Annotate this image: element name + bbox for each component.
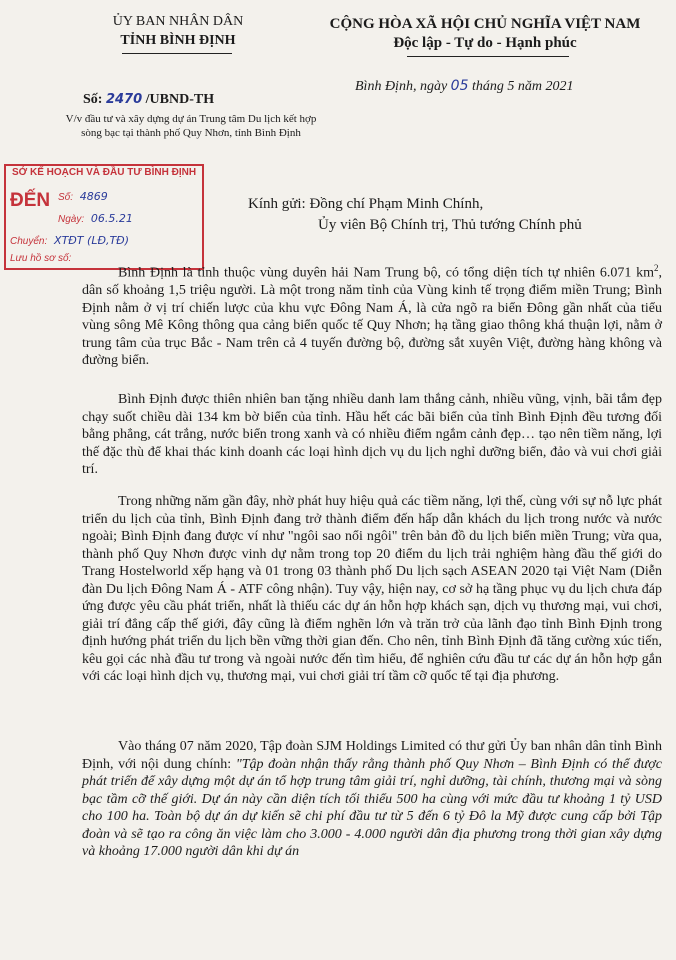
recipient-line-2: Ủy viên Bộ Chính trị, Thủ tướng Chính phủ	[318, 217, 582, 233]
date-suffix: tháng 5 năm 2021	[471, 79, 574, 94]
stamp-chuyen-row	[10, 234, 129, 247]
stamp-ngay-row	[58, 212, 133, 225]
recipient-line-1: Kính gửi: Đồng chí Phạm Minh Chính,	[248, 196, 484, 212]
body-paragraph-3: Trong những năm gần đây, nhờ phát huy hiệu quả các tiềm năng, lợi thế, cùng với sự nỗ lực phát triển du lịch của tỉnh, Bình Định đang trở thành điểm đến hấp dẫn khách du lịch trong nước và nước ngoài; Bình Định đang được ví như "ngôi sao nổi ngôi" trên bản đồ du lịch biển miền Trung; vừa qua, thành phố Quy Nhơn được vinh dự nằm trong top 20 điểm du lịch trải nghiệm hàng đầu thế giới do Trang Hostelworld xếp hạng và 01 trong 03 thành phố Du lịch sạch ASEAN 2020 tại Việt Nam (Diễn đàn Du lịch Đông Nam Á - ATF công nhận). Tuy vậy, hiện nay, cơ sở hạ tầng phục vụ du lịch chưa đáp ứng được yêu cầu phát triển, nhất là thiếu các dự án hỗn hợp khách sạn, dịch vụ thương mại, vui chơi, giải trí đẳng cấp thế giới, đây cũng là điểm nghẽn lớn và trăn trở của lãnh đạo tỉnh Bình Định trong định hướng phát triển du lịch bền vững thời gian đến. Cho nên, tỉnh Bình Định đã tăng cường xúc tiến, kêu gọi các nhà đầu tư trong và ngoài nước đến tìm hiểu, để nghiên cứu đầu tư các dự án hỗn hợp gắn với các loại hình dịch vụ, thương mại, vui chơi giải trí tầm cỡ quốc tế tại địa phương.	[82, 494, 662, 684]
national-title: CỘNG HÒA XÃ HỘI CHỦ NGHĨA VIỆT NAM	[329, 16, 641, 32]
stamp-luu-label: Lưu hồ sơ số:	[10, 253, 72, 264]
stamp-ngay-value: 06.5.21	[90, 212, 133, 225]
document-date	[355, 78, 573, 95]
paragraph-1-text-a: Bình Định là tỉnh thuộc vùng duyên hải Nam Trung bộ, có tổng diện tích tự nhiên 6.071 km	[118, 265, 654, 281]
date-prefix: Bình Định, ngày	[355, 79, 448, 94]
body-paragraph-2: Bình Định được thiên nhiên ban tặng nhiều danh lam thắng cảnh, nhiều vũng, vịnh, bãi tắm đẹp chạy suốt chiều dài 134 km bờ biển của tỉnh. Hầu hết các bãi biển của tỉnh Bình Định đều tương đối bằng phẳng, cát trắng, nước biển trong xanh và có nhiều điểm ngắm cảnh đẹp… tạo nên tiềm năng, lợi thế đặc thù để khai thác kinh doanh các loại hình dịch vụ du lịch nghỉ dưỡng biển, đảo và vui chơi giải trí.	[82, 392, 662, 477]
stamp-luu-row	[10, 253, 71, 264]
stamp-heading: SỞ KẾ HOẠCH VÀ ĐẦU TƯ BÌNH ĐỊNH	[12, 167, 197, 178]
body-paragraph-1	[82, 260, 662, 370]
issuing-authority: ỦY BAN NHÂN DÂN	[112, 14, 244, 29]
doc-number-handwritten: 2470	[105, 92, 143, 107]
doc-number-prefix: Số:	[83, 92, 103, 107]
header-divider-right	[407, 56, 569, 57]
doc-number-suffix: /UBND-TH	[145, 92, 215, 107]
document-number	[83, 92, 214, 108]
stamp-chuyen-label: Chuyển:	[10, 236, 48, 247]
stamp-chuyen-value: XTĐT (LĐ,TĐ)	[54, 234, 130, 247]
paragraph-1-text-b: , dân số khoảng 1,5 triệu người. Là một trong năm tỉnh của Vùng kinh tế trọng điểm miền Trung; Bình Định nằm ở vị trí chiến lược của khu vực Đông Nam Á, là cửa ngõ ra biển Đông gần nhất của tiểu vùng sông Mê Kông thông qua cảng biển quốc tế Quy Nhơn; hạ tầng giao thông khá thuận lợi, nằm ở trung tâm của trục Bắc - Nam trên cả 4 tuyến đường bộ, đường sắt xuyên Việt, đường hàng không và đường biển.	[82, 265, 662, 369]
stamp-so-row	[58, 190, 108, 203]
stamp-ngay-label: Ngày:	[58, 214, 85, 225]
reception-stamp	[4, 164, 204, 270]
stamp-so-value: 4869	[79, 190, 108, 203]
body-paragraph-4	[82, 738, 662, 861]
stamp-den-label: ĐẾN	[10, 190, 51, 211]
date-day-handwritten: 05	[450, 78, 469, 94]
national-motto: Độc lập - Tự do - Hạnh phúc	[393, 35, 577, 51]
paragraph-1-superscript: 2	[654, 263, 659, 273]
header-divider-left	[122, 53, 232, 54]
paragraph-4-quote: "Tập đoàn nhận thấy rằng thành phố Quy Nhơn – Bình Định có thể được phát triển để xây dựng một dự án tổ hợp trung tâm giải trí, nghỉ dưỡng, tài chính, thương mại và sòng bạc tầm cỡ thế giới. Dự án này cần diện tích tối thiểu 500 ha cùng với mức đầu tư khoảng 1 tỷ USD cho 100 ha. Toàn bộ dự án dự kiến sẽ chi phí đầu tư từ 5 đến 6 tỷ Đô la Mỹ được cung cấp bởi Tập đoàn và sẽ tạo ra công ăn việc làm cho 3.000 - 4.000 người dân địa phương trong thời gian xây dựng và khoảng 17.000 người dân khi dự án	[82, 756, 662, 859]
issuing-province: TỈNH BÌNH ĐỊNH	[120, 33, 236, 48]
paragraph-4-text: Vào tháng 07 năm 2020, Tập đoàn SJM Holdings Limited có thư gửi Ủy ban nhân dân tỉnh Bình Định, với nội dung chính:	[82, 739, 662, 772]
document-subject: V/v đầu tư và xây dựng dự án Trung tâm Du lịch kết hợp sòng bạc tại thành phố Quy Nhơn, tỉnh Bình Định	[65, 113, 317, 139]
stamp-so-label: Số:	[58, 192, 74, 203]
